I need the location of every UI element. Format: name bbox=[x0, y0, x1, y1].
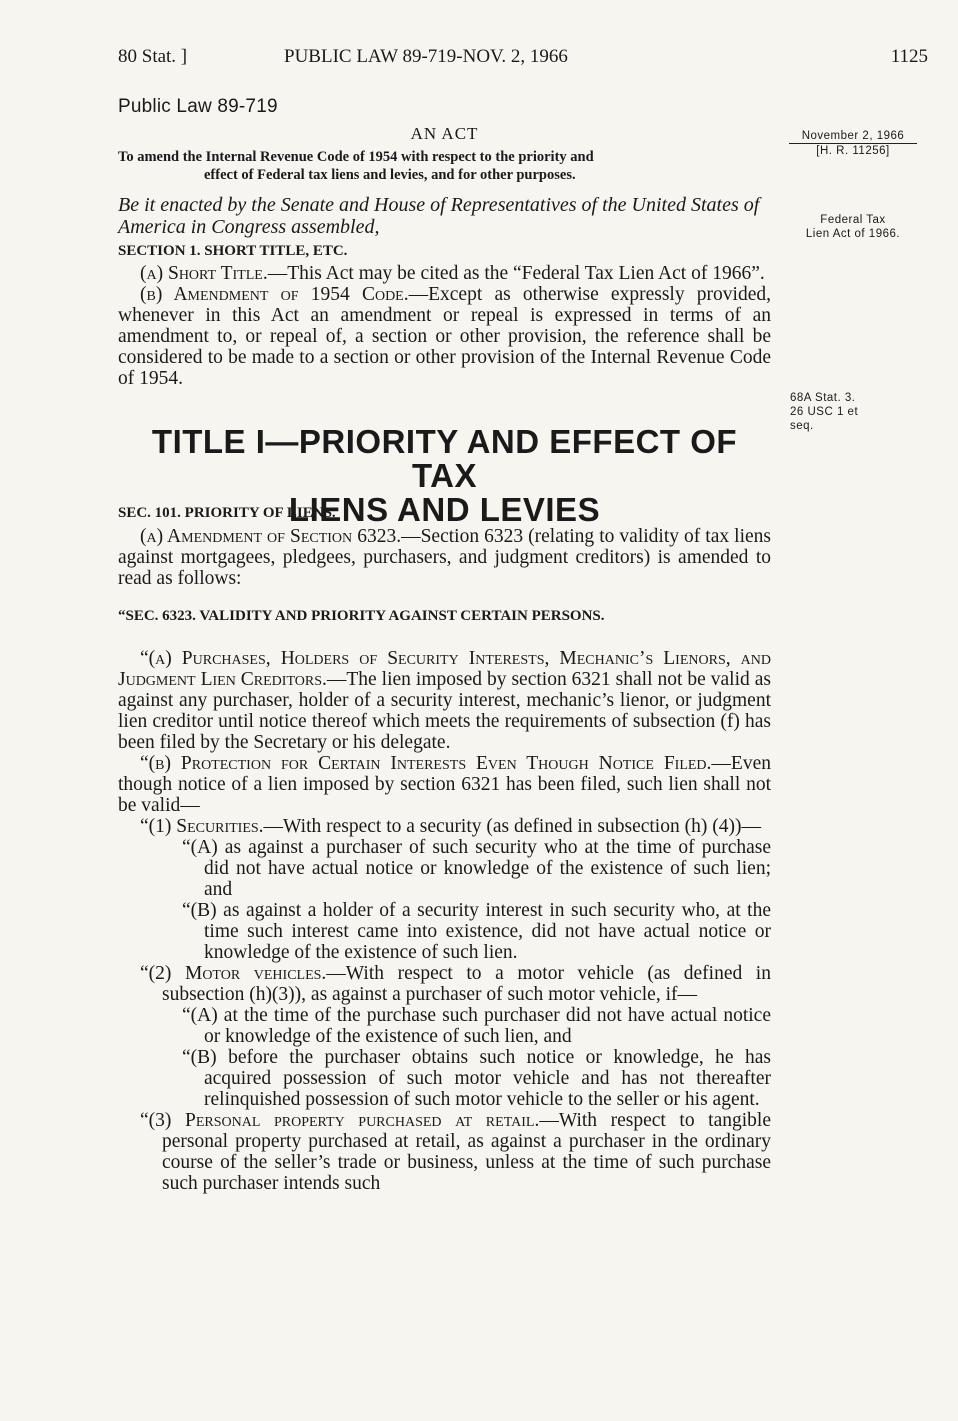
an-act-heading: AN ACT bbox=[410, 124, 479, 143]
paragraph-b1: “(1) Securities.—With respect to a security (as defined in subsection (h) (4))— bbox=[140, 816, 761, 837]
purpose-line-2: effect of Federal tax liens and levies, and for other purposes. bbox=[204, 167, 576, 183]
act-purpose bbox=[118, 148, 771, 184]
paragraph-b1a: “(A) as against a purchaser of such security who at the time of purchase did not have actual notice or knowledge of the existence of such lien; and bbox=[182, 837, 771, 900]
title-line-1: TITLE I—PRIORITY AND EFFECT OF TAX bbox=[151, 423, 738, 494]
page-number: 1125 bbox=[890, 46, 928, 67]
paragraph-b2b: “(B) before the purchaser obtains such notice or knowledge, he has acquired possession of such motor vehicle and has not thereafter relinquished possession of such motor vehicle to the seller or his agent. bbox=[182, 1047, 771, 1110]
subsection-a: “(a) Purchases, Holders of Security Interests, Mechanic’s Lienors, and Judgment Lien Creditors.—The lien imposed by section 6321 shall not be valid as against any purchaser, holder of a security interest, mechanic’s lienor, or judgment lien creditor until notice thereof which meets the requirements of subsection (f) has been filed by the Secretary or his delegate. bbox=[118, 648, 771, 753]
enacting-clause: Be it enacted by the Senate and House of Representatives of the United States of America in Congress assembled, bbox=[118, 194, 760, 238]
section-1-heading: SECTION 1. SHORT TITLE, ETC. bbox=[118, 243, 348, 259]
margin-date: November 2, 1966 bbox=[801, 130, 905, 142]
paragraph-b3: “(3) Personal property purchased at retail.—With respect to tangible personal property purchased at retail, as against a purchaser in the ordinary course of the seller’s trade or business, unless at the time of such purchase such purchaser intends such bbox=[140, 1110, 771, 1194]
section-6323-body bbox=[118, 648, 771, 1194]
margin-bill-number: [H. R. 11256] bbox=[789, 143, 917, 158]
statute-volume: 80 Stat. ] bbox=[118, 46, 188, 67]
law-citation-header: PUBLIC LAW 89-719-NOV. 2, 1966 bbox=[284, 46, 568, 67]
section-101a: (a) Amendment of Section 6323.—Section 6323 (relating to validity of tax liens against mortgagees, pledgees, purchasers, and judgment creditors) is amended to read as follows: bbox=[118, 526, 771, 589]
section-1-body bbox=[118, 263, 771, 389]
purpose-line-1: To amend the Internal Revenue Code of 1954 with respect to the priority and bbox=[118, 149, 594, 165]
paragraph-b2: “(2) Motor vehicles.—With respect to a motor vehicle (as defined in subsection (h)(3)), as against a purchaser of such motor vehicle, if— bbox=[140, 963, 771, 1005]
margin-note-citation: 68A Stat. 3. 26 USC 1 et seq. bbox=[790, 392, 859, 432]
paragraph-b2a: “(A) at the time of the purchase such purchaser did not have actual notice or knowledge of the existence of such lien, and bbox=[182, 1005, 771, 1047]
paragraph-b1b: “(B) as against a holder of a security interest in such security who, at the time such interest came into existence, did not have actual notice or knowledge of the existence of such lien. bbox=[182, 900, 771, 963]
subsection-b: “(b) Protection for Certain Interests Even Though Notice Filed.—Even though notice of a lien imposed by section 6321 has been filed, such lien shall not be valid— bbox=[118, 753, 771, 816]
margin-note-date bbox=[783, 129, 923, 158]
public-law-number: Public Law 89-719 bbox=[118, 96, 278, 117]
section-6323-heading: “SEC. 6323. VALIDITY AND PRIORITY AGAINST CERTAIN PERSONS. bbox=[118, 608, 605, 624]
section-101-heading: SEC. 101. PRIORITY OF LIENS. bbox=[118, 505, 336, 521]
running-header bbox=[118, 46, 928, 76]
margin-note-short-title: Federal Tax Lien Act of 1966. bbox=[805, 214, 901, 240]
section-1a: (a) Short Title.—This Act may be cited as the “Federal Tax Lien Act of 1966”. bbox=[140, 263, 765, 284]
title-line-2: LIENS AND LEVIES bbox=[288, 491, 601, 528]
section-1b: (b) Amendment of 1954 Code.—Except as otherwise expressly provided, whenever in this Act an amendment or repeal is expressed in terms of an amendment to, or repeal of, a section or other provision, the reference shall be considered to be made to a section or other provision of the Internal Revenue Code of 1954. bbox=[118, 284, 771, 389]
